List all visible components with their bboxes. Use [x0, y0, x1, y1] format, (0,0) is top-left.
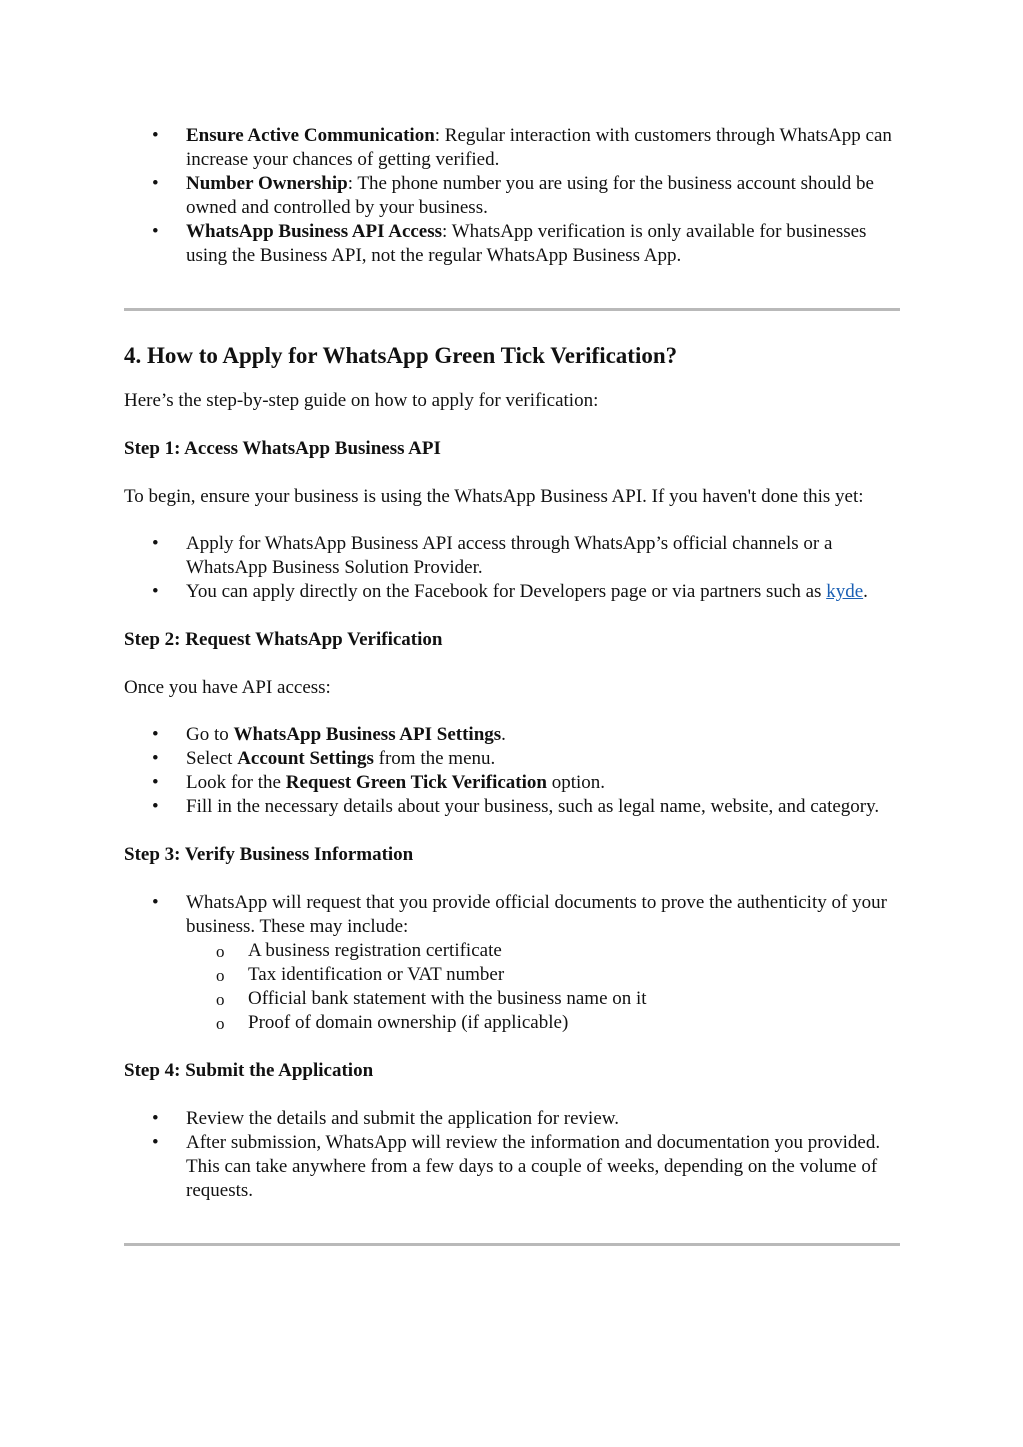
bullet-text: : The phone number you are using for the business account should be owned and controlled by your business. — [186, 173, 874, 218]
bullet-text: : Regular interaction with customers through WhatsApp can increase your chances of getting verified. — [186, 125, 892, 170]
sub-item-text: Proof of domain ownership (if applicable) — [248, 1012, 569, 1033]
sub-bullet-marker: o — [216, 1014, 225, 1033]
step1-paragraph: To begin, ensure your business is using the WhatsApp Business API. If you haven't done this yet: — [124, 486, 864, 507]
bullet-text: You can apply directly on the Facebook for Developers page or via partners such as — [186, 581, 827, 602]
section-heading: 4. How to Apply for WhatsApp Green Tick Verification? — [124, 343, 678, 368]
bullet-bold-term: Account Settings — [237, 748, 374, 769]
bullet-marker: • — [152, 1108, 159, 1129]
list-item — [124, 771, 900, 795]
bullet-marker: • — [152, 772, 159, 793]
step1-heading: Step 1: Access WhatsApp Business API — [124, 438, 441, 459]
bullet-text: Fill in the necessary details about your business, such as legal name, website, and category. — [186, 796, 880, 817]
step3-heading: Step 3: Verify Business Information — [124, 844, 414, 865]
section-divider — [124, 1243, 900, 1246]
bullet-text: Apply for WhatsApp Business API access through WhatsApp’s official channels or a WhatsApp Business Solution Provider. — [186, 533, 833, 578]
list-item — [124, 723, 900, 747]
bullet-text: from the menu. — [373, 748, 496, 769]
bullet-marker: • — [152, 173, 159, 194]
sub-bullet-marker: o — [216, 966, 225, 985]
list-item — [124, 747, 900, 771]
bullet-marker: • — [152, 125, 159, 146]
list-item — [124, 891, 900, 939]
step4-heading: Step 4: Submit the Application — [124, 1060, 374, 1081]
list-item — [124, 172, 900, 220]
bullet-text: : WhatsApp verification is only available for businesses using the Business API, not the regular WhatsApp Business App. — [186, 221, 867, 266]
bullet-text: Go to — [186, 724, 234, 745]
list-item — [124, 220, 900, 268]
bullet-bold-term: WhatsApp Business API Settings — [233, 724, 502, 745]
sub-item-text: A business registration certificate — [248, 940, 502, 961]
sub-list-item — [124, 939, 900, 963]
bullet-text: Look for the — [186, 772, 286, 793]
sub-item-text: Official bank statement with the business name on it — [248, 988, 647, 1009]
step3-bullet-list — [124, 891, 900, 939]
kyde-link[interactable]: kyde — [826, 581, 864, 602]
bullet-text-end: . — [863, 581, 868, 602]
sub-bullet-marker: o — [216, 990, 225, 1009]
bullet-text: option. — [546, 772, 606, 793]
sub-list-item — [124, 963, 900, 987]
bullet-bold-term: Ensure Active Communication — [186, 125, 435, 146]
list-item — [124, 1131, 900, 1203]
bullet-marker: • — [152, 581, 159, 602]
list-item — [124, 795, 900, 819]
bullet-marker: • — [152, 892, 159, 913]
bullet-marker: • — [152, 221, 159, 242]
intro-bullet-list — [124, 124, 900, 268]
section-intro: Here’s the step-by-step guide on how to apply for verification: — [124, 390, 599, 411]
list-item — [124, 1107, 900, 1131]
sub-list-item — [124, 1011, 900, 1035]
step1-bullet-list — [124, 532, 900, 604]
sub-item-text: Tax identification or VAT number — [248, 964, 505, 985]
list-item — [124, 124, 900, 172]
step2-paragraph: Once you have API access: — [124, 677, 331, 698]
bullet-text: After submission, WhatsApp will review the information and documentation you provided. This can take anywhere from a few days to a couple of weeks, depending on the volume of requests. — [186, 1132, 881, 1201]
step2-bullet-list — [124, 723, 900, 819]
bullet-marker: • — [152, 748, 159, 769]
step2-heading: Step 2: Request WhatsApp Verification — [124, 629, 443, 650]
bullet-marker: • — [152, 533, 159, 554]
list-item — [124, 580, 900, 604]
bullet-bold-term: WhatsApp Business API Access — [186, 221, 443, 242]
sub-bullet-marker: o — [216, 942, 225, 961]
bullet-bold-term: Request Green Tick Verification — [285, 772, 547, 793]
sub-list-item — [124, 987, 900, 1011]
document-page — [124, 124, 900, 1246]
step3-sub-list — [124, 939, 900, 1035]
bullet-marker: • — [152, 1132, 159, 1153]
step4-bullet-list — [124, 1107, 900, 1203]
bullet-marker: • — [152, 796, 159, 817]
bullet-text: . — [501, 724, 506, 745]
bullet-text: Review the details and submit the application for review. — [186, 1108, 620, 1129]
bullet-text: WhatsApp will request that you provide official documents to prove the authenticity of your business. These may include: — [186, 892, 887, 937]
bullet-text: Select — [186, 748, 238, 769]
bullet-marker: • — [152, 724, 159, 745]
list-item — [124, 532, 900, 580]
bullet-bold-term: Number Ownership — [186, 173, 348, 194]
